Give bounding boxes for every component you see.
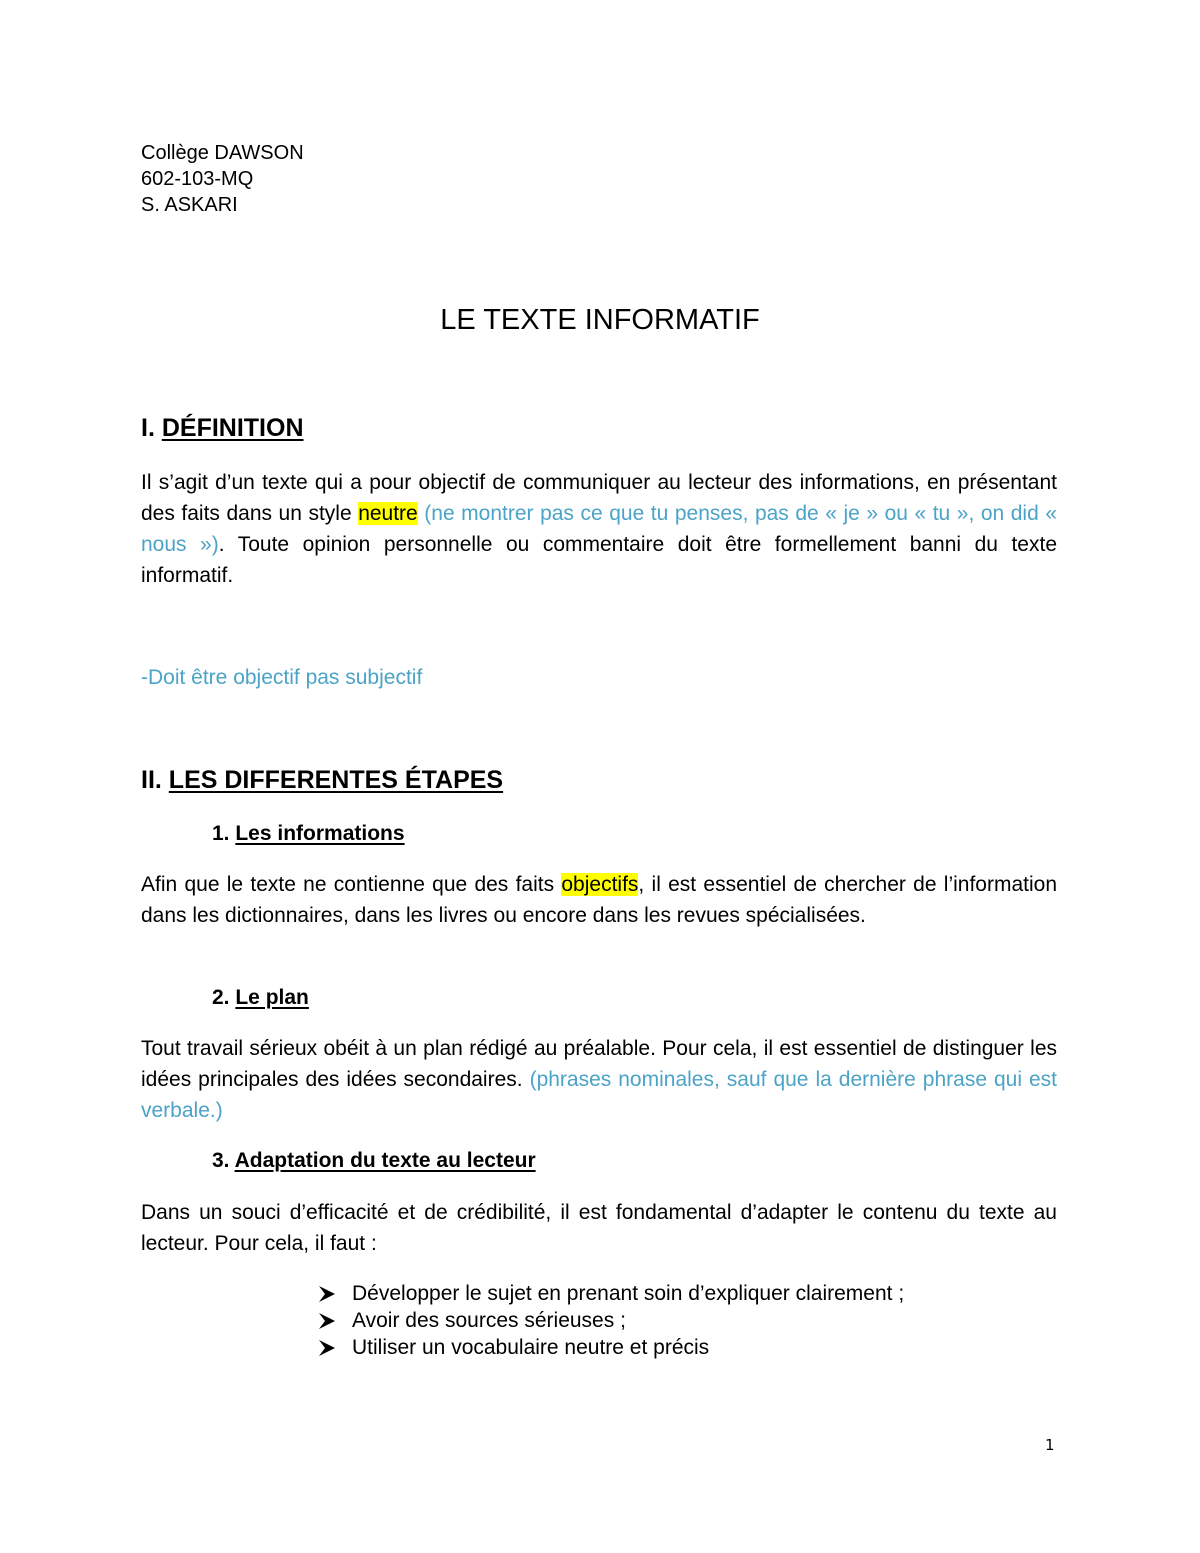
highlight-objectifs: objectifs: [561, 873, 639, 896]
section-1-text-b: . Toute opinion personnelle ou commentaire doit être formellement banni du texte informatif.: [141, 533, 1058, 587]
page-number: 1: [1045, 1436, 1055, 1454]
page-title: LE TEXTE INFORMATIF: [440, 304, 760, 336]
document-header: [141, 140, 304, 218]
header-course-code: 602-103-MQ: [141, 168, 254, 190]
annotation-neutre: (ne montrer pas ce que tu penses, pas de « je » ou « tu », on did « nous »): [141, 502, 1057, 556]
subsection-2-number: 2.: [212, 986, 236, 1009]
subsection-2-paragraph: [141, 1033, 1057, 1126]
bullet-text-1: Développer le sujet en prenant soin d’expliquer clairement ;: [352, 1282, 905, 1305]
subsection-3-heading: [212, 1147, 536, 1175]
annotation-phrases: (phrases nominales, sauf que la dernière phrase qui est verbale.): [141, 1068, 1057, 1122]
bullet-text-3: Utiliser un vocabulaire neutre et précis: [352, 1336, 710, 1359]
section-1-paragraph: [141, 467, 1057, 591]
list-item: [318, 1307, 904, 1334]
section-1-text-a: Il s’agit d’un texte qui a pour objectif de communiquer au lecteur des informations, en présentant des faits dans un style: [141, 471, 1057, 525]
list-item: [318, 1334, 904, 1361]
section-2-title: LES DIFFERENTES ÉTAPES: [168, 766, 504, 794]
section-2-number: II.: [141, 766, 169, 794]
subsection-3-number: 3.: [212, 1149, 235, 1172]
header-college: Collège DAWSON: [141, 142, 304, 164]
highlight-neutre: neutre: [358, 502, 418, 525]
subsection-1-paragraph: [141, 869, 1057, 931]
subsection-2-heading: [212, 984, 309, 1012]
subsection-2-title: Le plan: [235, 986, 309, 1009]
section-1-heading: [141, 413, 304, 443]
arrowhead-bullet-icon: [318, 1339, 352, 1357]
bullet-text-2: Avoir des sources sérieuses ;: [352, 1309, 626, 1332]
section-1-title: DÉFINITION: [161, 414, 304, 442]
subsection-1-heading: [212, 820, 405, 848]
list-item: [318, 1280, 904, 1307]
subsection-1-title: Les informations: [235, 822, 405, 845]
subsection-2-text: Tout travail sérieux obéit à un plan rédigé au préalable. Pour cela, il est essentiel de distinguer les idées principales des idées secondaires.: [141, 1037, 1057, 1091]
arrowhead-bullet-icon: [318, 1312, 352, 1330]
subsection-3-title: Adaptation du texte au lecteur: [234, 1149, 536, 1172]
subsection-1-text-a: Afin que le texte ne contienne que des faits: [141, 873, 562, 896]
annotation-objectif: -Doit être objectif pas subjectif: [141, 666, 423, 689]
subsection-1-number: 1.: [212, 822, 236, 845]
section-1-number: I.: [141, 414, 162, 442]
bullet-list: [318, 1280, 904, 1361]
section-2-heading: [141, 765, 503, 795]
header-author: S. ASKARI: [141, 194, 238, 216]
arrowhead-bullet-icon: [318, 1285, 352, 1303]
subsection-3-paragraph: Dans un souci d’efficacité et de crédibilité, il est fondamental d’adapter le contenu du texte au lecteur. Pour cela, il faut :: [141, 1201, 1057, 1255]
subsection-1-text-b: , il est essentiel de chercher de l’information dans les dictionnaires, dans les livres ou encore dans les revues spécialisées.: [141, 873, 1057, 927]
